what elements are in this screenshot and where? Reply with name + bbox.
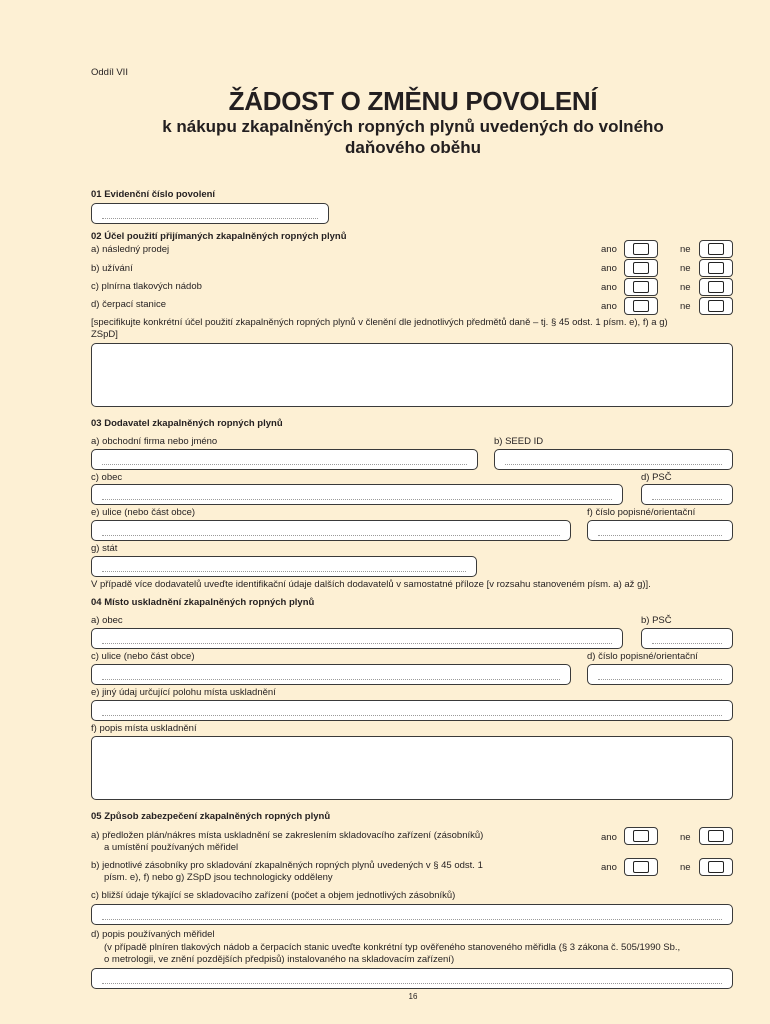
s05-b-no-checkbox[interactable] [699,858,733,876]
subtitle-line-2: daňového oběhu [345,138,481,157]
s05-a-line-1: a) předložen plán/nákres místa uskladnění se zakreslením skladovacího zařízení (zásobníků) [91,830,484,841]
s05-b-line-1: b) jednotlivé zásobníky pro skladování zkapalněných ropných plynů uvedených v § 45 odst. 1 [91,860,483,871]
storage-description-textarea[interactable] [91,736,733,800]
supplier-city-field[interactable] [91,484,623,505]
s03-f-label: f) číslo popisné/orientační [587,507,696,518]
s04-heading: 04 Místo uskladnění zkapalněných ropných plynů [91,597,315,608]
s03-e-label: e) ulice (nebo část obce) [91,507,196,518]
no-label: ne [680,244,691,255]
s03-a-label: a) obchodní firma nebo jméno [91,436,218,447]
s05-a-line-2: a umístění používaných měřidel [104,842,239,853]
subtitle-line-1: k nákupu zkapalněných ropných plynů uvedených do volného [162,117,664,136]
s01-heading: 01 Evidenční číslo povolení [91,189,216,200]
s02-b-yes-checkbox[interactable] [624,259,658,277]
yes-label: ano [601,862,617,873]
s05-b-line-2: písm. e), f) nebo g) ZSpD jsou technologicky odděleny [104,872,333,883]
supplier-seed-id-field[interactable] [494,449,733,470]
s02-d-yes-checkbox[interactable] [624,297,658,315]
s04-b-label: b) PSČ [641,615,672,626]
yes-label: ano [601,832,617,843]
s05-d-line-2: (v případě plníren tlakových nádob a čerpacích stanic uveďte konkrétní typ ověřeného stanoveného měřidla (§ 3 zákona č. 505/1990 Sb., [104,942,681,953]
s02-a-no-checkbox[interactable] [699,240,733,258]
storage-house-number-field[interactable] [587,664,733,685]
storage-equipment-details-field[interactable] [91,904,733,925]
s02-d-no-checkbox[interactable] [699,297,733,315]
s04-c-label: c) ulice (nebo část obce) [91,651,195,662]
storage-location-other-field[interactable] [91,700,733,721]
s05-d-line-3: o metrologii, ve znění pozdějších předpisů) instalovaného na skladovacím zařízení) [104,954,455,965]
supplier-name-field[interactable] [91,449,478,470]
supplier-postcode-field[interactable] [641,484,733,505]
yes-label: ano [601,282,617,293]
s05-a-no-checkbox[interactable] [699,827,733,845]
s04-a-label: a) obec [91,615,123,626]
s02-item-d: d) čerpací stanice [91,299,166,310]
purpose-spec-textarea[interactable] [91,343,733,407]
s05-c-label: c) bližší údaje týkající se skladovacího zařízení (počet a objem jednotlivých zásobníků) [91,890,456,901]
section-label: Oddíl VII [91,67,128,78]
no-label: ne [680,832,691,843]
s03-c-label: c) obec [91,472,123,483]
s05-b-yes-checkbox[interactable] [624,858,658,876]
s02-item-b: b) užívání [91,263,133,274]
s05-heading: 05 Způsob zabezpečení zkapalněných ropných plynů [91,811,331,822]
no-label: ne [680,263,691,274]
s04-f-label: f) popis místa uskladnění [91,723,197,734]
s03-note: V případě více dodavatelů uveďte identifikační údaje dalších dodavatelů v samostatné příloze [v rozsahu stanoveném písm. a) až g)]. [91,579,651,590]
s04-e-label: e) jiný údaj určující polohu místa uskladnění [91,687,276,698]
supplier-house-number-field[interactable] [587,520,733,541]
s02-note-line-1: [specifikujte konkrétní účel použití zkapalněných ropných plynů v členění dle jednotlivých předmětů daně – tj. § 45 odst. 1 písm. e), f) a g) [91,317,668,328]
no-label: ne [680,301,691,312]
s03-b-label: b) SEED ID [494,436,544,447]
yes-label: ano [601,244,617,255]
page-number: 16 [408,992,418,1001]
s05-a-yes-checkbox[interactable] [624,827,658,845]
s05-d-line-1: d) popis používaných měřidel [91,929,215,940]
s02-note-line-2: ZSpD] [91,329,118,340]
s02-c-yes-checkbox[interactable] [624,278,658,296]
yes-label: ano [601,301,617,312]
no-label: ne [680,862,691,873]
s03-heading: 03 Dodavatel zkapalněných ropných plynů [91,418,283,429]
s02-b-no-checkbox[interactable] [699,259,733,277]
permit-number-field[interactable] [91,203,329,224]
s02-c-no-checkbox[interactable] [699,278,733,296]
s03-g-label: g) stát [91,543,118,554]
s02-a-yes-checkbox[interactable] [624,240,658,258]
s02-item-c: c) plnírna tlakových nádob [91,281,202,292]
s02-heading: 02 Účel použití přijímaných zkapalněných ropných plynů [91,231,347,242]
no-label: ne [680,282,691,293]
storage-city-field[interactable] [91,628,623,649]
supplier-street-field[interactable] [91,520,571,541]
storage-postcode-field[interactable] [641,628,733,649]
yes-label: ano [601,263,617,274]
meters-description-field[interactable] [91,968,733,989]
s04-d-label: d) číslo popisné/orientační [587,651,698,662]
supplier-country-field[interactable] [91,556,477,577]
s03-d-label: d) PSČ [641,472,672,483]
storage-street-field[interactable] [91,664,571,685]
s02-item-a: a) následný prodej [91,244,170,255]
page-title: ŽÁDOST O ZMĚNU POVOLENÍ [228,86,598,116]
